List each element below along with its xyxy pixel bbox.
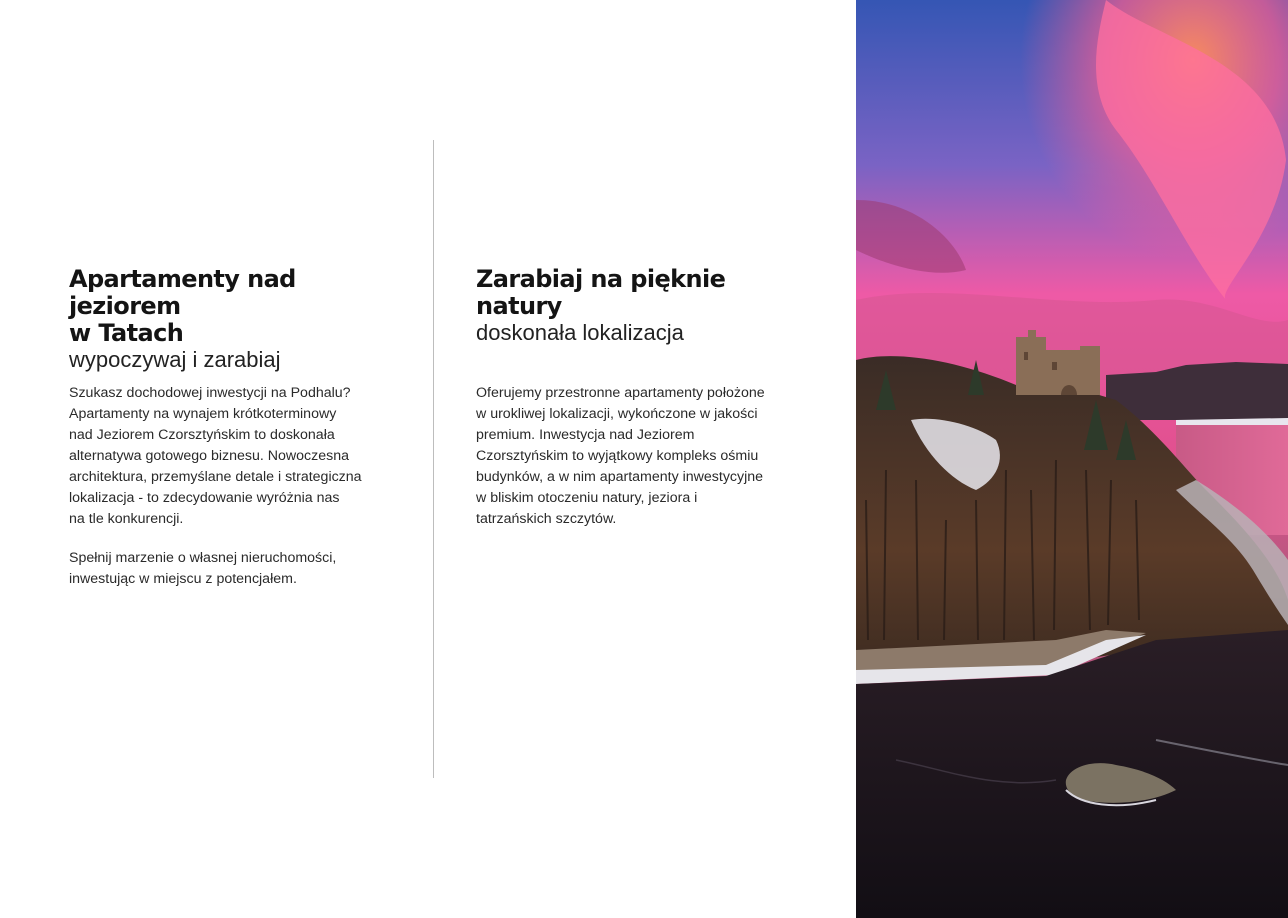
column-divider <box>433 140 434 778</box>
right-subtitle: doskonała lokalizacja <box>476 320 684 345</box>
left-column <box>69 266 409 373</box>
castle-lake-photo <box>856 0 1288 918</box>
left-title <box>69 266 409 347</box>
left-paragraph-2: Spełnij marzenie o własnej nieruchomości, inwestując w miejscu z potencjałem. <box>69 550 337 587</box>
left-title-line1: Apartamenty nad jeziorem <box>69 265 296 320</box>
left-paragraph-1: Szukasz dochodowej inwestycji na Podhalu? Apartamenty na wynajem krótkoterminowy nad Jeziorem Czorsztyńskim to doskonała alternatywa gotowego biznesu. Nowoczesna architektura, przemyślane detale i strategiczna lokalizacja - to zdecydowanie wyróżnia nas na tle konkurencji. <box>69 385 362 527</box>
right-title: Zarabiaj na pięknie natury <box>476 265 726 320</box>
right-column <box>476 266 816 346</box>
right-paragraph-1: Oferujemy przestronne apartamenty położone w urokliwej lokalizacji, wykończone w jakości premium. Inwestycja nad Jeziorem Czorsztyńskim to wyjątkowy kompleks ośmiu budynków, a w nim apartamenty inwestycyjne w bliskim otoczeniu natury, jeziora i tatrzańskich szczytów. <box>476 385 765 527</box>
left-title-line2: w Tatach <box>69 319 184 347</box>
right-body <box>476 383 816 548</box>
left-body <box>69 383 409 608</box>
left-subtitle: wypoczywaj i zarabiaj <box>69 347 281 372</box>
